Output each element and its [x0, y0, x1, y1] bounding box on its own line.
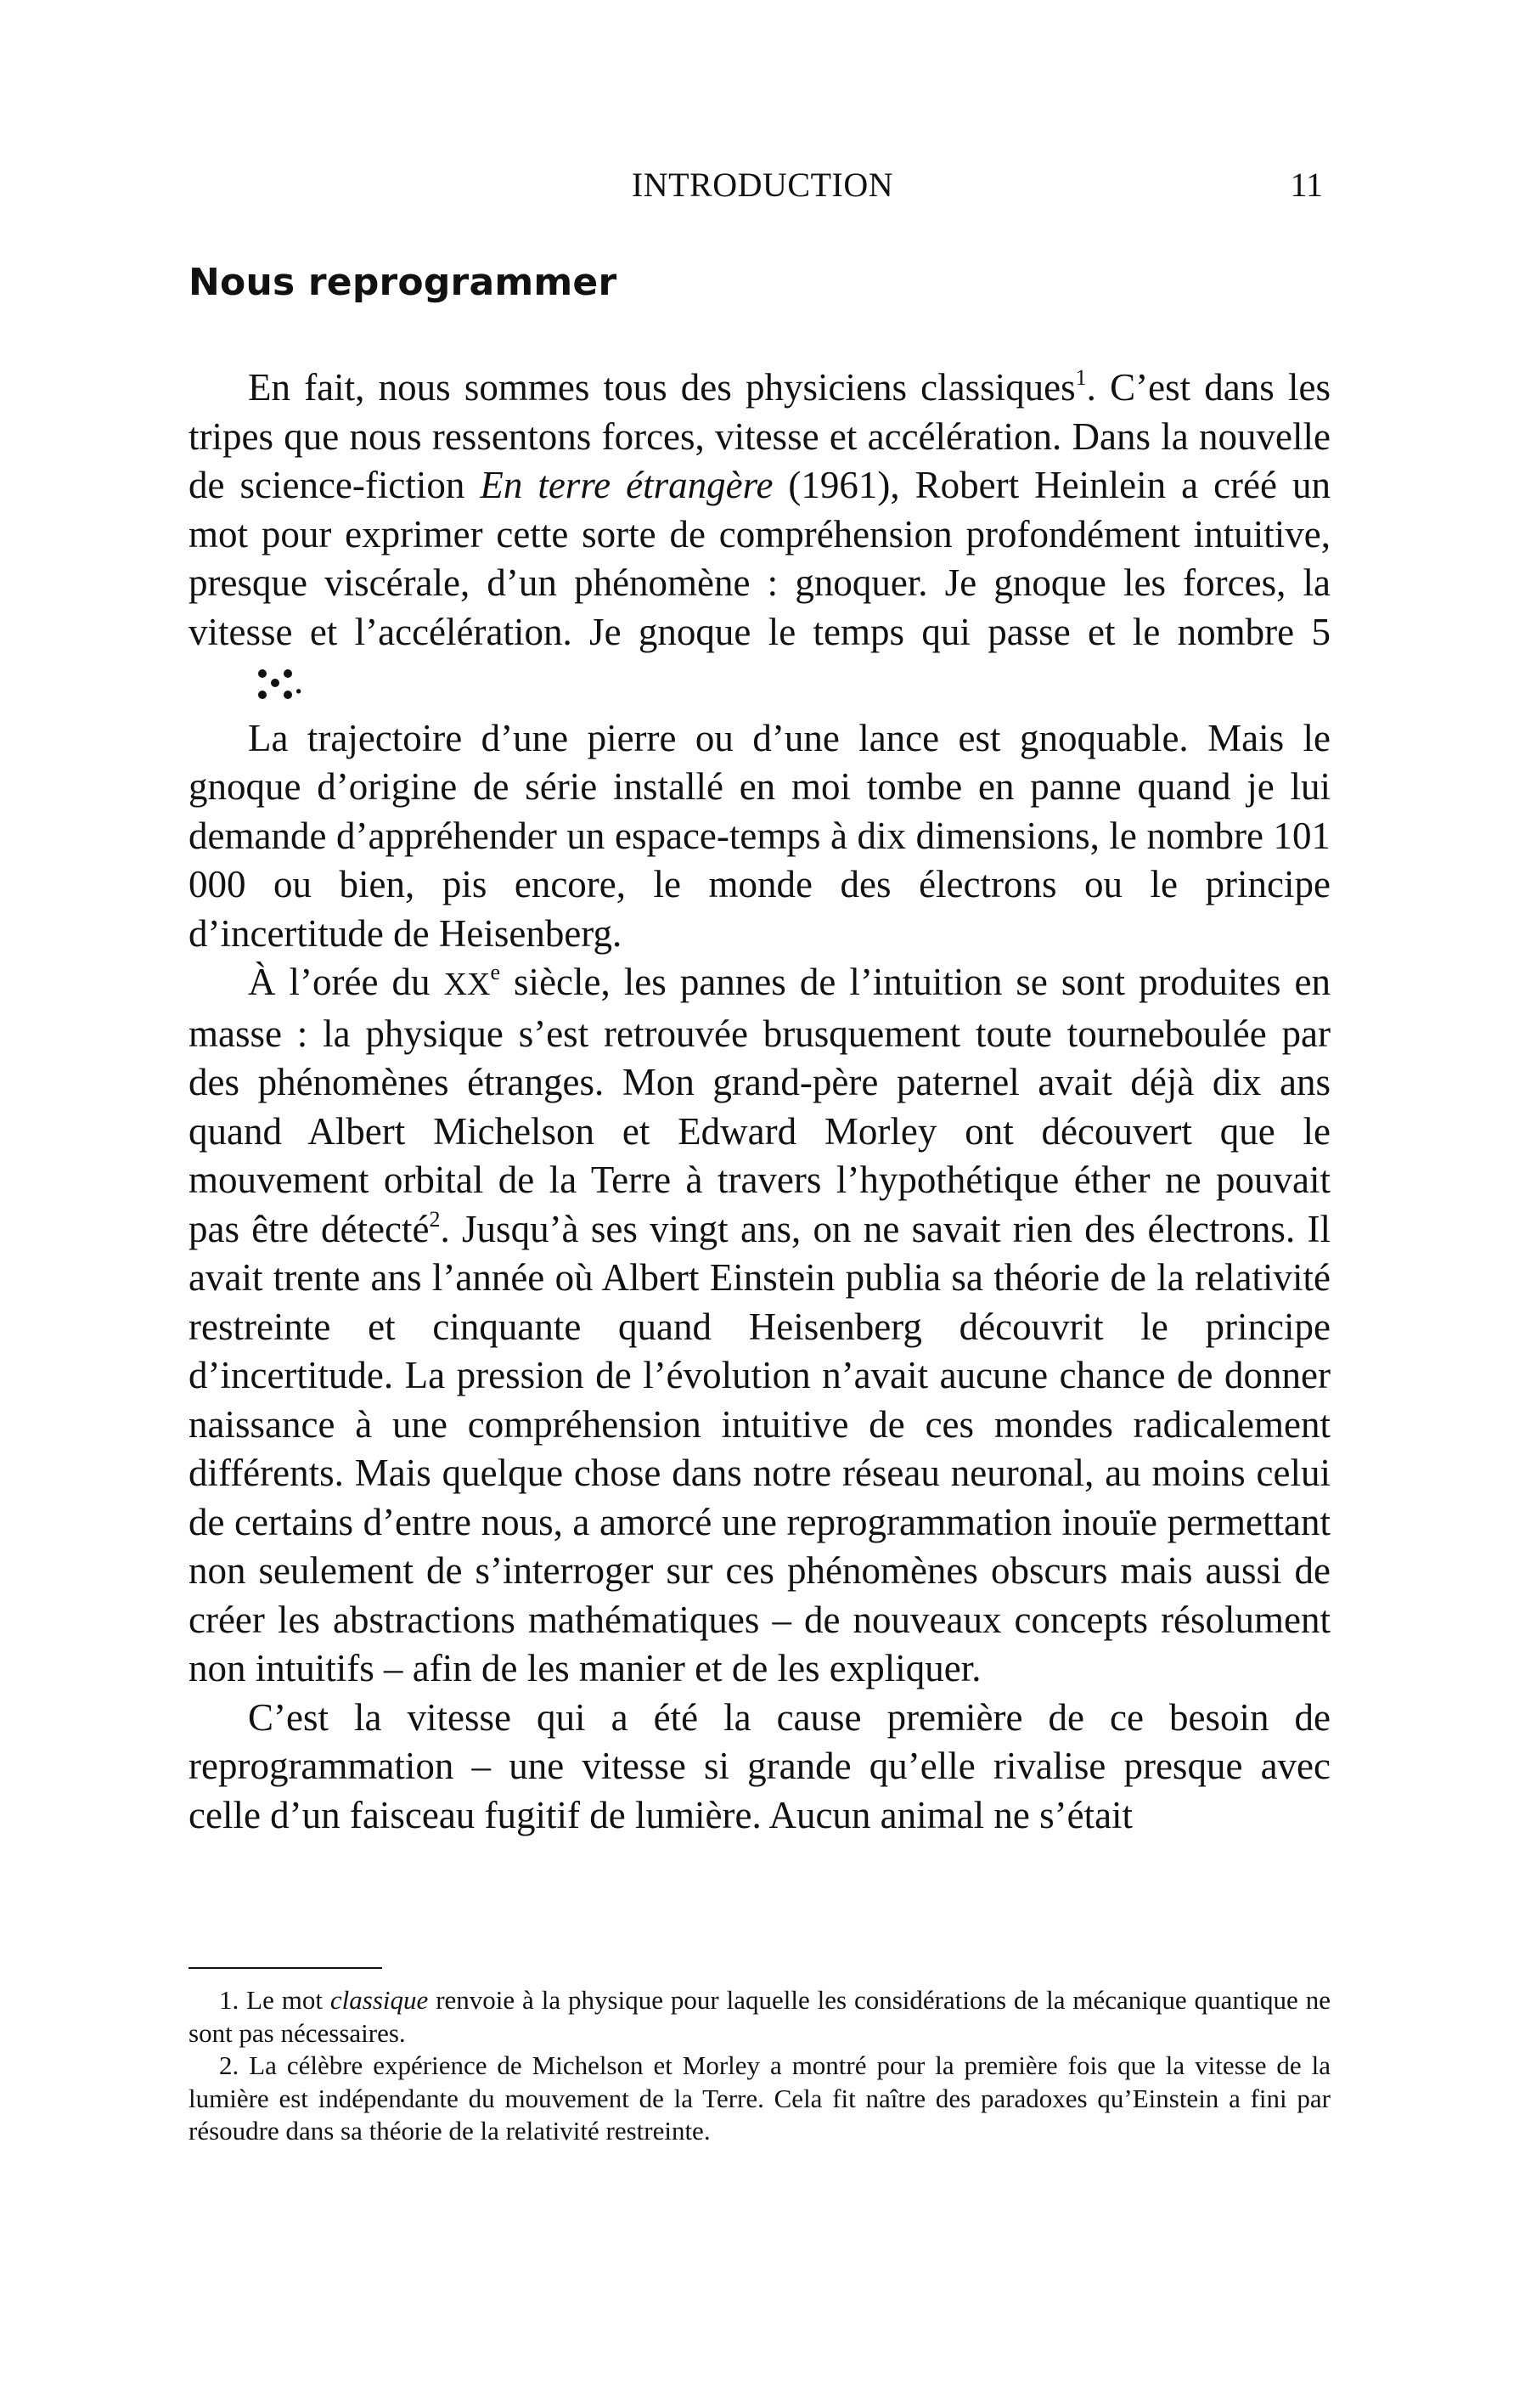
- footnote-2-number: 2.: [219, 2050, 239, 2080]
- p1-text-b: . C’est dans les tripes que nous ressentons forces, vitesse et accélération. Dans la nouvelle de science-fiction: [189, 366, 1331, 506]
- footnote-divider: [189, 1967, 382, 1969]
- running-title: INTRODUCTION: [631, 166, 894, 204]
- footnote-ref-1: 1: [1075, 365, 1087, 390]
- century-numeral: XX: [443, 967, 491, 1002]
- footnotes: [189, 1984, 1331, 2148]
- book-title: En terre étrangère: [480, 464, 774, 506]
- p3-text-b: siècle, les pannes de l’intuition se sont produites en masse : la physique s’est retrouvée brusquement toute tourneboulée par des phénomènes étranges. Mon grand-père paternel avait déjà dix ans quand Albert Michelson et Edward Morley ont découvert que le mouvement orbital de la Terre à travers l’hypothétique éther ne pouvait pas être détecté: [189, 961, 1331, 1250]
- page-number: 11: [1290, 166, 1323, 204]
- five-dots-dice-icon: [197, 665, 294, 714]
- footnote-2: [189, 2050, 1331, 2148]
- century-suffix: e: [490, 960, 500, 984]
- body-text: [189, 364, 1331, 1840]
- footnote-1-italic: classique: [329, 1985, 429, 2015]
- footnote-ref-2: 2: [429, 1206, 441, 1232]
- p3-text-c: . Jusqu’à ses vingt ans, on ne savait rien des électrons. Il avait trente ans l’année où Albert Einstein publia sa théorie de la relativité restreinte et cinquante quand Heisenberg découvrit le principe d’incertitude. La pression de l’évolution n’avait aucune chance de donner naissance à une compréhension intuitive de ces mondes radicalement différents. Mais quelque chose dans notre réseau neuronal, au moins celui de certains d’entre nous, a amorcé une reprogrammation inouïe permettant non seulement de s’interroger sur ces phénomènes obscurs mais aussi de créer les abstractions mathématiques – de nouveaux concepts résolument non intuitifs – afin de les manier et de les expliquer.: [189, 1207, 1331, 1689]
- footnote-1-number: 1.: [219, 1985, 239, 2015]
- p1-text-a: En fait, nous sommes tous des physiciens classiques: [248, 366, 1076, 409]
- p3-text-a: À l’orée du: [248, 961, 444, 1003]
- paragraph-4: C’est la vitesse qui a été la cause première de ce besoin de reprogrammation – une vitesse si grande qu’elle rivalise presque avec celle d’un faisceau fugitif de lumière. Aucun animal ne s’était: [189, 1695, 1331, 1836]
- paragraph-2: La trajectoire d’une pierre ou d’une lance est gnoquable. Mais le gnoque d’origine de série installé en moi tombe en panne quand je lui demande d’appréhender un espace-temps à dix dimensions, le nombre 101 000 ou bien, pis encore, le monde des électrons ou le principe d’incertitude de Heisenberg.: [189, 716, 1331, 955]
- paragraph-3: [189, 958, 1331, 1694]
- section-title: Nous reprogrammer: [189, 261, 617, 304]
- running-head: [0, 160, 1525, 211]
- p1-text-d: .: [294, 659, 304, 702]
- footnote-1-text-b: renvoie à la physique pour laquelle les considérations de la mécanique quantique ne sont pas nécessaires.: [189, 1985, 1331, 2048]
- paragraph-1: [189, 364, 1331, 714]
- footnote-2-text: La célèbre expérience de Michelson et Morley a montré pour la première fois que la vitesse de la lumière est indépendante du mouvement de la Terre. Cela fit naître des paradoxes qu’Einstein a fini par résoudre dans sa théorie de la relativité restreinte.: [189, 2050, 1331, 2146]
- footnote-1-text-a: Le mot: [239, 1985, 330, 2015]
- p1-text-c: (1961), Robert Heinlein a créé un mot pour exprimer cette sorte de compréhension profondément intuitive, presque viscérale, d’un phénomène : gnoquer. Je gnoque les forces, la vitesse et l’accélération. Je gnoque le temps qui passe et le nombre 5: [189, 464, 1331, 653]
- footnote-1: [189, 1984, 1331, 2050]
